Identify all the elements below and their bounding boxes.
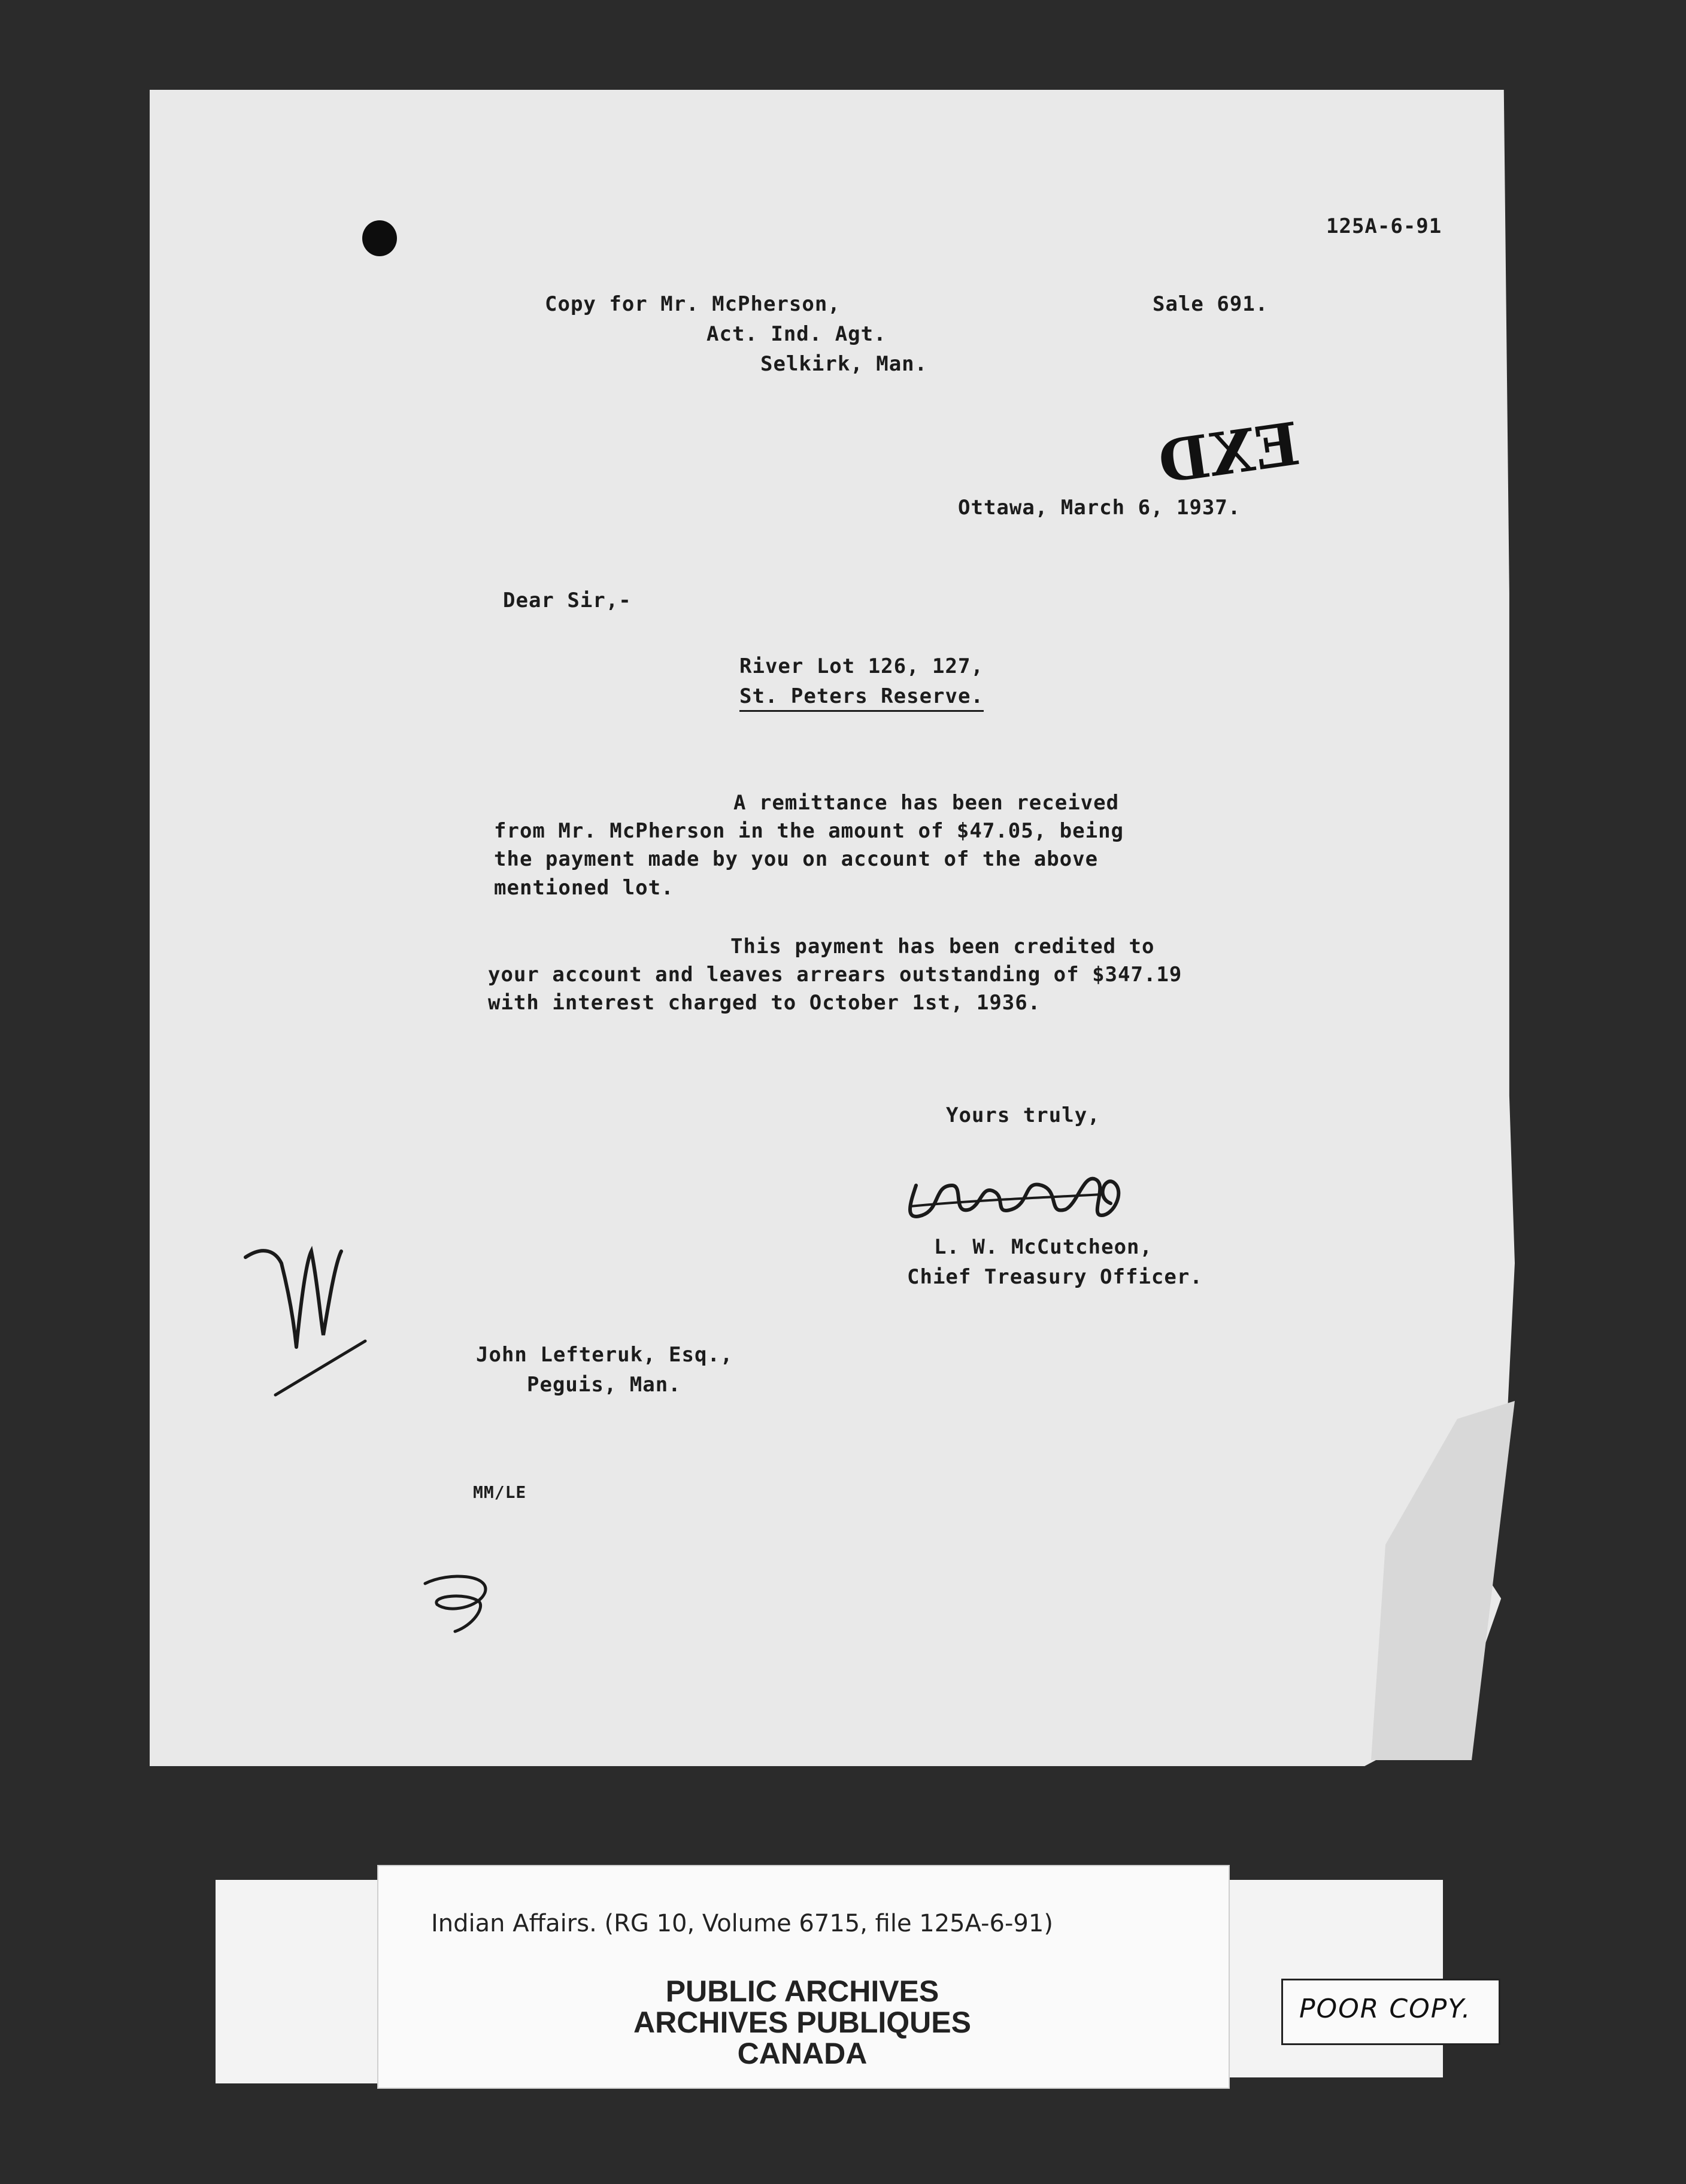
handwritten-mark (413, 1560, 509, 1637)
copy-for-line-2: Act. Ind. Agt. (706, 322, 887, 346)
paragraph-1-line-4: mentioned lot. (494, 876, 674, 900)
paragraph-1-line-2: from Mr. McPherson in the amount of $47.05, being (494, 819, 1124, 843)
paragraph-1-line-1: A remittance has been received (733, 791, 1120, 815)
paragraph-1-line-3: the payment made by you on account of the above (494, 847, 1099, 871)
typist-initials: MM/LE (473, 1482, 527, 1502)
exd-stamp: EXD (1154, 410, 1304, 498)
punch-hole (362, 220, 397, 256)
file-number: 125A-6-91 (1326, 214, 1442, 238)
paragraph-2-line-2: your account and leaves arrears outstanding of $347.19 (488, 963, 1182, 987)
sale-number: Sale 691. (1153, 292, 1269, 316)
recipient-line-1: John Lefteruk, Esq., (476, 1343, 733, 1367)
archive-name-line-1: PUBLIC ARCHIVES (665, 1974, 939, 2008)
paragraph-2-line-3: with interest charged to October 1st, 1936. (488, 991, 1041, 1015)
subject-line-2: St. Peters Reserve. (739, 682, 984, 712)
paragraph-2-line-1: This payment has been credited to (730, 935, 1155, 958)
copy-for-line-3: Selkirk, Man. (760, 352, 928, 376)
subject-line-1: River Lot 126, 127, (739, 654, 984, 678)
copy-for-line-1: Copy for Mr. McPherson, (545, 292, 841, 316)
archive-reference: Indian Affairs. (RG 10, Volume 6715, file 125A-6-91) (431, 1910, 1053, 1937)
handwritten-initial-mark (239, 1227, 371, 1401)
archive-name-line-3: CANADA (737, 2037, 868, 2070)
signatory-title: Chief Treasury Officer. (907, 1265, 1203, 1289)
signature (898, 1149, 1173, 1239)
recipient-line-2: Peguis, Man. (527, 1373, 681, 1397)
place-date: Ottawa, March 6, 1937. (958, 496, 1241, 520)
salutation: Dear Sir,- (503, 589, 632, 612)
closing: Yours truly, (946, 1103, 1100, 1127)
archive-name (377, 1976, 1227, 2069)
poor-copy-text: POOR COPY. (1299, 1994, 1472, 2024)
archive-name-line-2: ARCHIVES PUBLIQUES (633, 2006, 971, 2039)
signatory-name: L. W. McCutcheon, (934, 1235, 1153, 1259)
